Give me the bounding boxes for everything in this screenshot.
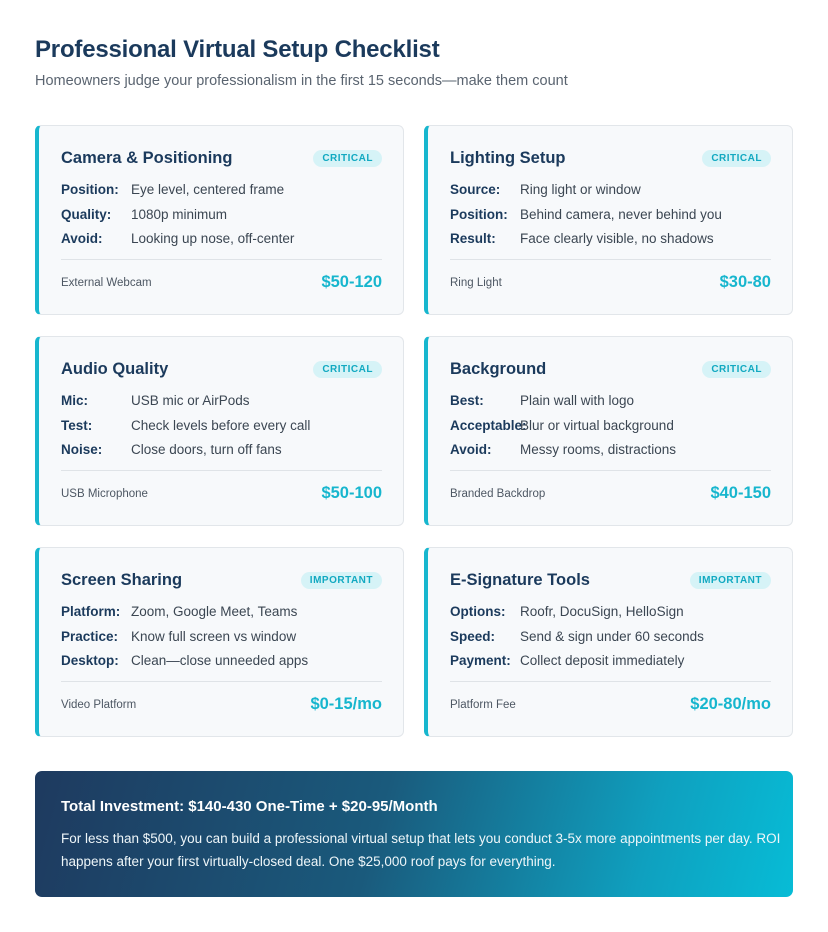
item-label: Platform Fee <box>450 699 516 711</box>
price-range: $50-120 <box>321 273 382 291</box>
detail-key: Platform: <box>61 604 121 619</box>
card-title: E-Signature Tools <box>450 571 590 589</box>
item-label: Branded Backdrop <box>450 488 546 500</box>
detail-row <box>61 441 381 466</box>
detail-key: Best: <box>450 393 484 408</box>
detail-value: Clean—close unneeded apps <box>131 653 309 668</box>
detail-row <box>61 603 381 628</box>
detail-key: Avoid: <box>61 231 103 246</box>
card-divider <box>450 259 771 260</box>
investment-summary-banner <box>35 771 793 897</box>
card-divider <box>61 681 382 682</box>
price-range: $50-100 <box>321 484 382 502</box>
detail-key: Acceptable: <box>450 417 527 433</box>
detail-value: 1080p minimum <box>131 206 228 222</box>
detail-value: USB mic or AirPods <box>131 393 250 408</box>
priority-badge: IMPORTANT <box>690 572 771 589</box>
detail-key: Noise: <box>61 442 103 457</box>
card-details <box>61 603 381 677</box>
detail-value: Know full screen vs window <box>131 628 297 644</box>
priority-badge: IMPORTANT <box>301 572 382 589</box>
detail-key: Practice: <box>61 628 119 644</box>
detail-key: Quality: <box>61 206 112 222</box>
detail-value: Ring light or window <box>520 182 641 197</box>
card-divider <box>450 681 771 682</box>
card-title: Lighting Setup <box>450 149 566 167</box>
detail-row <box>61 206 381 231</box>
detail-row <box>61 628 381 653</box>
detail-value: Close doors, turn off fans <box>131 442 282 457</box>
detail-row <box>450 628 770 653</box>
detail-value: Zoom, Google Meet, Teams <box>131 604 298 619</box>
detail-value: Looking up nose, off-center <box>131 231 295 246</box>
card-title: Camera & Positioning <box>61 149 233 167</box>
detail-key: Source: <box>450 182 501 197</box>
detail-value: Blur or virtual background <box>520 417 674 433</box>
card-title: Audio Quality <box>61 360 169 378</box>
detail-key: Speed: <box>450 628 496 644</box>
detail-row <box>450 181 770 206</box>
detail-row <box>61 181 381 206</box>
detail-row <box>61 230 381 255</box>
detail-row <box>450 392 770 417</box>
detail-value: Check levels before every call <box>131 417 311 433</box>
detail-row <box>450 652 770 677</box>
card-title: Screen Sharing <box>61 571 183 589</box>
detail-key: Test: <box>61 417 93 433</box>
detail-row <box>450 603 770 628</box>
card-audio-quality <box>35 336 404 526</box>
card-details <box>450 603 770 677</box>
detail-row <box>61 652 381 677</box>
detail-key: Position: <box>61 182 119 197</box>
summary-title: Total Investment: $140-430 One-Time + $20-95/Month <box>61 798 438 815</box>
card-divider <box>61 259 382 260</box>
detail-value: Behind camera, never behind you <box>520 206 722 222</box>
item-label: USB Microphone <box>61 488 148 500</box>
priority-badge: CRITICAL <box>702 361 771 378</box>
card-screen-sharing <box>35 547 404 737</box>
priority-badge: CRITICAL <box>313 150 382 167</box>
detail-key: Options: <box>450 604 506 619</box>
item-label: Ring Light <box>450 277 502 289</box>
card-background <box>424 336 793 526</box>
detail-value: Send & sign under 60 seconds <box>520 628 704 644</box>
item-label: Video Platform <box>61 699 137 711</box>
detail-value: Face clearly visible, no shadows <box>520 231 714 246</box>
detail-row <box>61 392 381 417</box>
detail-value: Plain wall with logo <box>520 393 635 408</box>
card-lighting-setup <box>424 125 793 315</box>
price-range: $40-150 <box>710 484 771 502</box>
card-title: Background <box>450 360 547 378</box>
detail-row <box>450 417 770 442</box>
detail-key: Desktop: <box>61 653 119 668</box>
detail-row <box>450 230 770 255</box>
price-range: $30-80 <box>719 273 771 291</box>
detail-row <box>450 441 770 466</box>
detail-key: Mic: <box>61 393 88 408</box>
priority-badge: CRITICAL <box>313 361 382 378</box>
detail-key: Payment: <box>450 653 511 668</box>
card-e-signature-tools <box>424 547 793 737</box>
detail-row <box>450 206 770 231</box>
card-details <box>61 181 381 255</box>
page-subtitle: Homeowners judge your professionalism in the first 15 seconds—make them count <box>35 73 568 89</box>
price-range: $20-80/mo <box>690 695 771 713</box>
card-details <box>61 392 381 466</box>
price-range: $0-15/mo <box>310 695 382 713</box>
card-divider <box>450 470 771 471</box>
card-details <box>450 181 770 255</box>
priority-badge: CRITICAL <box>702 150 771 167</box>
detail-key: Result: <box>450 231 496 246</box>
page-title: Professional Virtual Setup Checklist <box>35 36 440 63</box>
detail-row <box>61 417 381 442</box>
detail-value: Roofr, DocuSign, HelloSign <box>520 604 684 619</box>
card-divider <box>61 470 382 471</box>
card-details <box>450 392 770 466</box>
detail-value: Eye level, centered frame <box>131 182 285 197</box>
item-label: External Webcam <box>61 277 152 289</box>
detail-value: Collect deposit immediately <box>520 653 685 668</box>
detail-key: Avoid: <box>450 442 492 457</box>
summary-text: For less than $500, you can build a professional virtual setup that lets you conduct 3-5x more appointments per day. ROI happens after your first virtually-closed deal. One $25,000 roof pays for everything. <box>61 831 781 869</box>
detail-key: Position: <box>450 206 508 222</box>
card-camera-positioning <box>35 125 404 315</box>
detail-value: Messy rooms, distractions <box>520 442 677 457</box>
